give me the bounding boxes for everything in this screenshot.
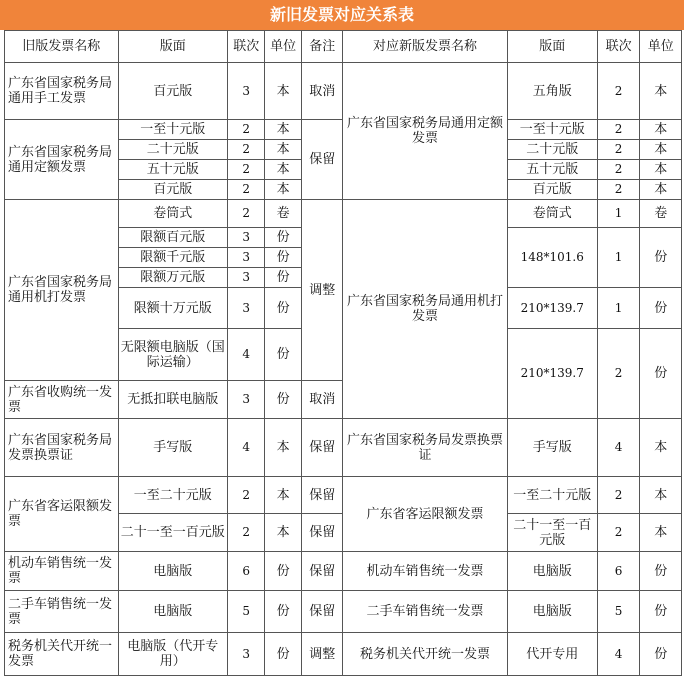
header-new-format: 版面 — [507, 31, 597, 63]
new-copies-cell: 4 — [597, 419, 640, 477]
header-new-unit: 单位 — [640, 31, 682, 63]
table-title: 新旧发票对应关系表 — [0, 0, 684, 30]
format-cell: 五十元版 — [118, 160, 227, 180]
new-format-cell: 一至十元版 — [507, 120, 597, 140]
unit-cell: 份 — [265, 381, 301, 419]
copies-cell: 6 — [227, 552, 264, 591]
remark-cell: 调整 — [301, 200, 343, 381]
old-invoice-name: 广东省收购统一发票 — [5, 381, 119, 419]
unit-cell: 份 — [265, 591, 301, 633]
header-new-name: 对应新版发票名称 — [343, 31, 507, 63]
new-unit-cell: 本 — [640, 140, 682, 160]
table-row — [5, 591, 682, 633]
unit-cell: 本 — [265, 63, 301, 120]
new-invoice-name: 税务机关代开统一发票 — [343, 633, 507, 676]
format-cell: 一至二十元版 — [118, 477, 227, 514]
remark-cell: 保留 — [301, 419, 343, 477]
format-cell: 限额十万元版 — [118, 288, 227, 329]
remark-cell: 保留 — [301, 591, 343, 633]
table-row — [5, 63, 682, 120]
format-cell: 限额千元版 — [118, 248, 227, 268]
header-row — [5, 31, 682, 63]
new-unit-cell: 本 — [640, 477, 682, 514]
unit-cell: 卷 — [265, 200, 301, 228]
new-copies-cell: 2 — [597, 63, 640, 120]
unit-cell: 本 — [265, 477, 301, 514]
format-cell: 无抵扣联电脑版 — [118, 381, 227, 419]
remark-cell: 保留 — [301, 514, 343, 552]
unit-cell: 本 — [265, 140, 301, 160]
new-format-cell: 五角版 — [507, 63, 597, 120]
new-format-cell: 210*139.7 — [507, 329, 597, 419]
header-new-copies: 联次 — [597, 31, 640, 63]
header-remark: 备注 — [301, 31, 343, 63]
unit-cell: 份 — [265, 633, 301, 676]
remark-cell: 取消 — [301, 63, 343, 120]
format-cell: 二十元版 — [118, 140, 227, 160]
remark-cell: 调整 — [301, 633, 343, 676]
new-unit-cell: 份 — [640, 288, 682, 329]
format-cell: 二十一至一百元版 — [118, 514, 227, 552]
old-invoice-name: 广东省客运限额发票 — [5, 477, 119, 552]
format-cell: 电脑版 — [118, 591, 227, 633]
new-invoice-name: 机动车销售统一发票 — [343, 552, 507, 591]
new-unit-cell: 本 — [640, 514, 682, 552]
new-copies-cell: 1 — [597, 228, 640, 288]
new-copies-cell: 1 — [597, 200, 640, 228]
remark-cell: 保留 — [301, 552, 343, 591]
copies-cell: 2 — [227, 514, 264, 552]
format-cell: 限额万元版 — [118, 268, 227, 288]
new-invoice-name: 广东省国家税务局通用定额发票 — [343, 63, 507, 200]
new-format-cell: 210*139.7 — [507, 288, 597, 329]
format-cell: 手写版 — [118, 419, 227, 477]
format-cell: 电脑版 — [118, 552, 227, 591]
unit-cell: 本 — [265, 419, 301, 477]
copies-cell: 3 — [227, 248, 264, 268]
old-invoice-name: 二手车销售统一发票 — [5, 591, 119, 633]
new-unit-cell: 本 — [640, 120, 682, 140]
table-row — [5, 200, 682, 228]
new-copies-cell: 2 — [597, 329, 640, 419]
header-copies: 联次 — [227, 31, 264, 63]
new-format-cell: 二十元版 — [507, 140, 597, 160]
unit-cell: 份 — [265, 268, 301, 288]
new-unit-cell: 份 — [640, 329, 682, 419]
copies-cell: 4 — [227, 329, 264, 381]
new-format-cell: 手写版 — [507, 419, 597, 477]
new-unit-cell: 本 — [640, 63, 682, 120]
new-invoice-name: 广东省国家税务局发票换票证 — [343, 419, 507, 477]
unit-cell: 本 — [265, 514, 301, 552]
new-format-cell: 百元版 — [507, 180, 597, 200]
unit-cell: 本 — [265, 180, 301, 200]
new-copies-cell: 6 — [597, 552, 640, 591]
new-copies-cell: 5 — [597, 591, 640, 633]
format-cell: 限额百元版 — [118, 228, 227, 248]
new-unit-cell: 份 — [640, 633, 682, 676]
unit-cell: 份 — [265, 288, 301, 329]
new-unit-cell: 本 — [640, 180, 682, 200]
copies-cell: 3 — [227, 268, 264, 288]
copies-cell: 2 — [227, 477, 264, 514]
new-format-cell: 卷筒式 — [507, 200, 597, 228]
old-invoice-name: 广东省国家税务局通用手工发票 — [5, 63, 119, 120]
new-unit-cell: 本 — [640, 419, 682, 477]
table-row — [5, 552, 682, 591]
new-invoice-name: 二手车销售统一发票 — [343, 591, 507, 633]
new-format-cell: 148*101.6 — [507, 228, 597, 288]
new-unit-cell: 份 — [640, 591, 682, 633]
new-copies-cell: 2 — [597, 160, 640, 180]
new-copies-cell: 1 — [597, 288, 640, 329]
copies-cell: 3 — [227, 63, 264, 120]
old-invoice-name: 广东省国家税务局通用机打发票 — [5, 200, 119, 381]
new-copies-cell: 2 — [597, 514, 640, 552]
unit-cell: 本 — [265, 120, 301, 140]
new-copies-cell: 2 — [597, 477, 640, 514]
format-cell: 一至十元版 — [118, 120, 227, 140]
remark-cell: 保留 — [301, 477, 343, 514]
unit-cell: 份 — [265, 248, 301, 268]
old-invoice-name: 税务机关代开统一发票 — [5, 633, 119, 676]
format-cell: 百元版 — [118, 63, 227, 120]
new-copies-cell: 2 — [597, 180, 640, 200]
new-format-cell: 五十元版 — [507, 160, 597, 180]
copies-cell: 3 — [227, 633, 264, 676]
new-copies-cell: 2 — [597, 120, 640, 140]
format-cell: 电脑版（代开专用） — [118, 633, 227, 676]
new-copies-cell: 2 — [597, 140, 640, 160]
table-row — [5, 419, 682, 477]
new-unit-cell: 卷 — [640, 200, 682, 228]
old-invoice-name: 广东省国家税务局通用定额发票 — [5, 120, 119, 200]
header-format: 版面 — [118, 31, 227, 63]
new-format-cell: 二十一至一百元版 — [507, 514, 597, 552]
invoice-mapping-table — [4, 30, 682, 676]
remark-cell: 取消 — [301, 381, 343, 419]
format-cell: 百元版 — [118, 180, 227, 200]
format-cell: 无限额电脑版（国际运输） — [118, 329, 227, 381]
header-old-name: 旧版发票名称 — [5, 31, 119, 63]
unit-cell: 份 — [265, 552, 301, 591]
table-row — [5, 477, 682, 514]
new-format-cell: 一至二十元版 — [507, 477, 597, 514]
new-invoice-name: 广东省客运限额发票 — [343, 477, 507, 552]
copies-cell: 2 — [227, 120, 264, 140]
new-format-cell: 代开专用 — [507, 633, 597, 676]
copies-cell: 2 — [227, 200, 264, 228]
new-format-cell: 电脑版 — [507, 591, 597, 633]
new-invoice-name: 广东省国家税务局通用机打发票 — [343, 200, 507, 419]
new-unit-cell: 份 — [640, 552, 682, 591]
old-invoice-name: 广东省国家税务局发票换票证 — [5, 419, 119, 477]
copies-cell: 2 — [227, 160, 264, 180]
copies-cell: 3 — [227, 288, 264, 329]
unit-cell: 份 — [265, 329, 301, 381]
copies-cell: 3 — [227, 228, 264, 248]
new-unit-cell: 份 — [640, 228, 682, 288]
copies-cell: 3 — [227, 381, 264, 419]
copies-cell: 5 — [227, 591, 264, 633]
remark-cell: 保留 — [301, 120, 343, 200]
new-unit-cell: 本 — [640, 160, 682, 180]
unit-cell: 本 — [265, 160, 301, 180]
table-row — [5, 633, 682, 676]
new-copies-cell: 4 — [597, 633, 640, 676]
old-invoice-name: 机动车销售统一发票 — [5, 552, 119, 591]
new-format-cell: 电脑版 — [507, 552, 597, 591]
format-cell: 卷筒式 — [118, 200, 227, 228]
unit-cell: 份 — [265, 228, 301, 248]
copies-cell: 2 — [227, 180, 264, 200]
copies-cell: 2 — [227, 140, 264, 160]
header-unit: 单位 — [265, 31, 301, 63]
copies-cell: 4 — [227, 419, 264, 477]
